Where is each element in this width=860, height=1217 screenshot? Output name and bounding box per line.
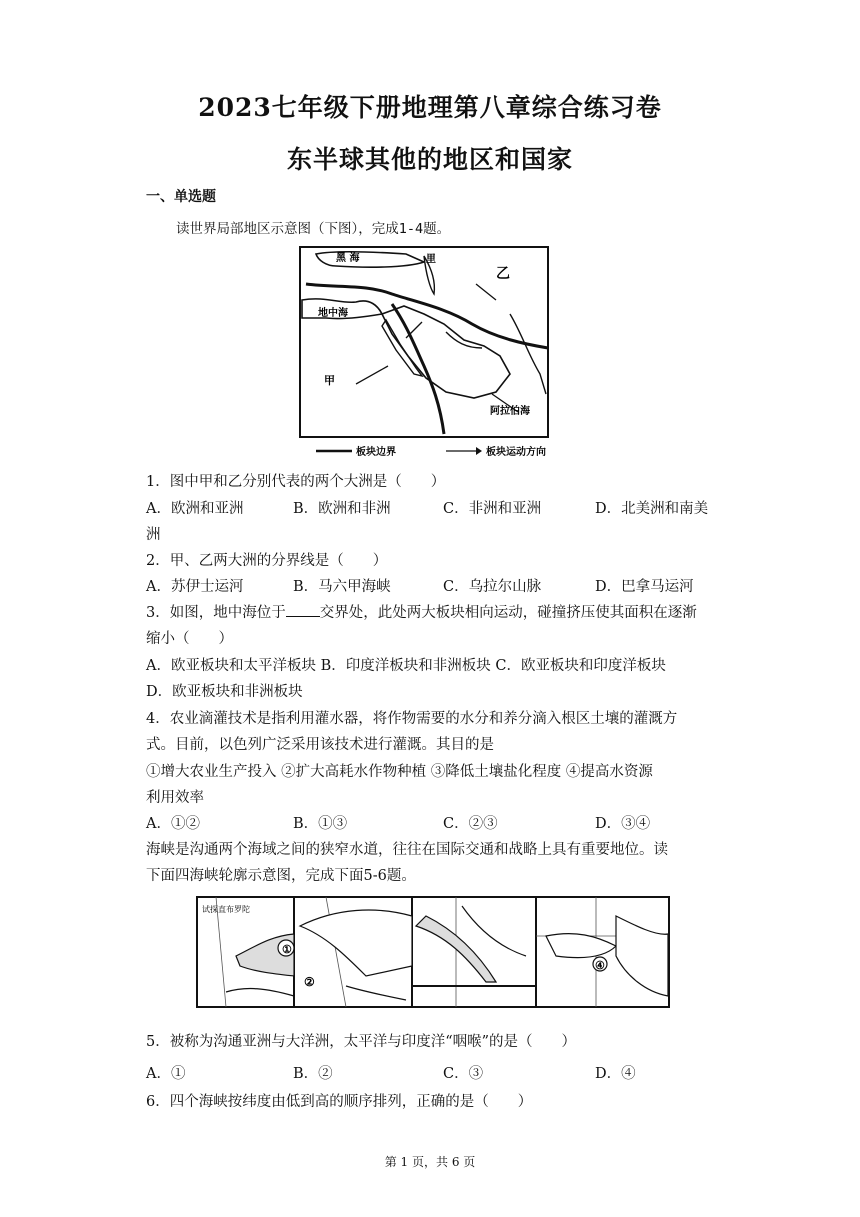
q5-stem: 5．被称为沟通亚洲与大洋洲，太平洋与印度洋“咽喉”的是（ ） <box>146 1034 577 1050</box>
page-title: 2023七年级下册地理第八章综合练习卷 <box>198 93 662 122</box>
q3-stem <box>146 601 697 622</box>
q2-stem: 2．甲、乙两大洲的分界线是（ ） <box>146 553 388 569</box>
q5-option-c: C．③ <box>443 1066 484 1082</box>
q1-stem: 1．图中甲和乙分别代表的两个大洲是（ ） <box>146 474 446 490</box>
legend-direction-label: 板块运动方向 <box>486 447 546 458</box>
strait-marker-2: ② <box>304 975 315 989</box>
q1-option-b: B．欧洲和非洲 <box>293 501 391 517</box>
page-footer: 第 1 页，共 6 页 <box>384 1155 476 1169</box>
q6-stem: 6．四个海峡按纬度由低到高的顺序排列，正确的是（ ） <box>146 1094 533 1110</box>
map-label-black-sea: 黑 海 <box>336 253 360 264</box>
intro-text-1: 读世界局部地区示意图（下图），完成1-4题。 <box>176 221 451 237</box>
strait-marker-4: ④ <box>595 959 605 972</box>
q3-stem-pre: 3．如图，地中海位于 <box>146 605 286 621</box>
q2-option-c: C．乌拉尔山脉 <box>443 579 542 595</box>
q4-option-d: D．③④ <box>595 816 651 832</box>
q1-option-d-wrap: 洲 <box>146 527 161 543</box>
q4-option-c: C．②③ <box>443 816 498 832</box>
q4-option-b: B．①③ <box>293 816 348 832</box>
straits-map-strip <box>196 896 670 1008</box>
map-label-arabian-sea: 阿拉伯海 <box>490 406 530 417</box>
q5-option-b: B．② <box>293 1066 333 1082</box>
strait-side-label: 试探直布罗陀 <box>202 905 250 914</box>
legend-boundary-label: 板块边界 <box>356 447 396 458</box>
map-label-jia: 甲 <box>324 374 335 387</box>
q5-option-d: D．④ <box>595 1066 636 1082</box>
section-heading: 一、单选题 <box>146 189 216 205</box>
q3-option-d: D．欧亚板块和非洲板块 <box>146 684 303 700</box>
q4-stem-cont: 式。目前，以色列广泛采用该技术进行灌溉。其目的是 <box>146 737 494 753</box>
map-label-yi: 乙 <box>496 266 510 282</box>
q1-option-c: C．非洲和亚洲 <box>443 501 542 517</box>
q4-items-cont: 利用效率 <box>146 790 204 806</box>
q4-option-a: A．①② <box>146 816 200 832</box>
q4-stem: 4．农业滴灌技术是指利用灌水器，将作物需要的水分和养分滴入根区土壤的灌溉方 <box>146 711 678 727</box>
q2-option-a: A．苏伊士运河 <box>146 579 244 595</box>
strait-marker-1: ① <box>282 943 292 956</box>
q3-stem-post: 交界处，此处两大板块相向运动，碰撞挤压使其面积在逐渐 <box>319 605 697 621</box>
q1-option-d: D．北美洲和南美 <box>595 501 709 517</box>
q2-option-d: D．巴拿马运河 <box>595 579 694 595</box>
middle-east-map <box>296 244 552 460</box>
intro-text-2: 海峡是沟通两个海域之间的狭窄水道，往往在国际交通和战略上具有重要地位。读 <box>146 842 668 858</box>
q4-items: ①增大农业生产投入 ②扩大高耗水作物种植 ③降低土壤盐化程度 ④提高水资源 <box>146 764 653 780</box>
map-label-li: 里 <box>426 254 436 265</box>
q1-option-a: A．欧洲和亚洲 <box>146 501 244 517</box>
q5-option-a: A．① <box>146 1066 186 1082</box>
map-label-mediterranean: 地中海 <box>318 308 348 319</box>
q2-option-b: B．马六甲海峡 <box>293 579 391 595</box>
q3-options-abc: A．欧亚板块和太平洋板块 B．印度洋板块和非洲板块 C．欧亚板块和印度洋板块 <box>146 658 666 674</box>
q3-blank <box>286 604 320 617</box>
intro-text-2-cont: 下面四海峡轮廓示意图，完成下面5-6题。 <box>146 868 416 884</box>
q3-stem-cont: 缩小（ ） <box>146 631 233 647</box>
page-subtitle: 东半球其他的地区和国家 <box>286 145 573 174</box>
